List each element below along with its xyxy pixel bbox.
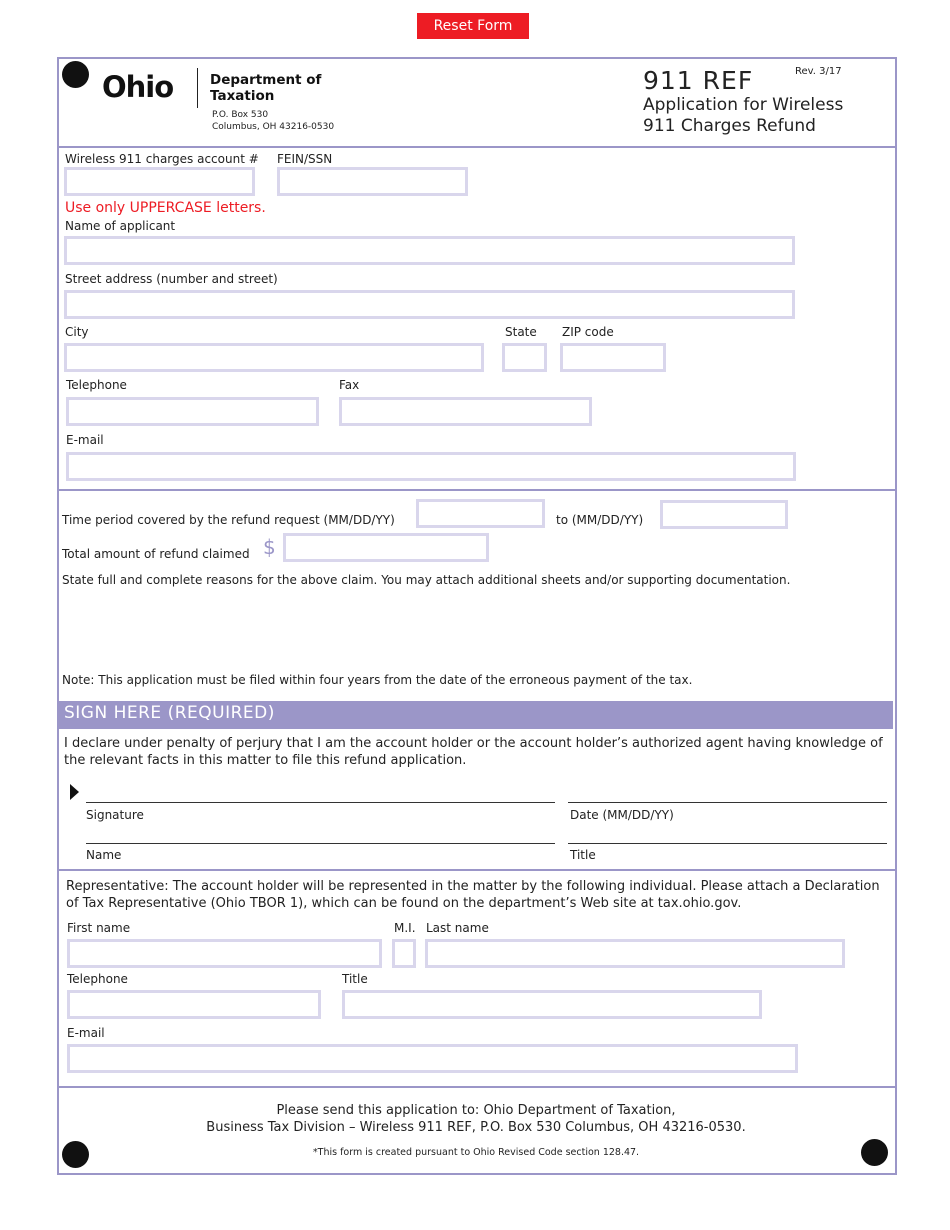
fax-label: Fax: [339, 378, 360, 392]
account-number-label: Wireless 911 charges account #: [65, 152, 259, 166]
printed-name-line[interactable]: [86, 843, 555, 844]
note-text: This application must be filed within four years from the date of the erroneous payment of the tax.: [94, 673, 693, 687]
sign-divider: [57, 869, 897, 871]
telephone-label: Telephone: [66, 378, 127, 392]
applicant-name-field[interactable]: [64, 236, 795, 265]
form-title-line-1: Application for Wireless: [643, 95, 844, 115]
fax-field[interactable]: [339, 397, 592, 426]
account-number-field[interactable]: [64, 167, 255, 196]
rep-telephone-label: Telephone: [67, 972, 128, 986]
ohio-logo: Ohio: [102, 70, 174, 104]
signer-title-line[interactable]: [568, 843, 887, 844]
reasons-textarea[interactable]: [62, 592, 892, 670]
rep-first-name-field[interactable]: [67, 939, 382, 968]
rep-mi-field[interactable]: [392, 939, 416, 968]
signature-line[interactable]: [86, 802, 555, 803]
zip-code-label: ZIP code: [562, 325, 614, 339]
city-field[interactable]: [64, 343, 484, 372]
refund-total-field[interactable]: [283, 533, 489, 562]
rep-telephone-field[interactable]: [67, 990, 321, 1019]
zip-code-field[interactable]: [560, 343, 666, 372]
form-title-line-2: 911 Charges Refund: [643, 116, 816, 136]
perjury-declaration: I declare under penalty of perjury that I am the account holder or the account holder’s authorized agent having knowledge of the relevant facts in this matter to file this refund application.: [64, 736, 883, 768]
representative-intro: [66, 878, 888, 912]
street-address-field[interactable]: [64, 290, 795, 319]
revision-date: Rev. 3/17: [795, 66, 842, 77]
address-line-1: P.O. Box 530: [212, 110, 269, 120]
refund-total-label: Total amount of refund claimed: [62, 547, 250, 561]
sign-here-title: SIGN HERE (REQUIRED): [64, 703, 275, 723]
logo-divider: [197, 68, 198, 108]
mailing-instructions-line-1: Please send this application to: Ohio Department of Taxation,: [276, 1103, 676, 1118]
street-address-label: Street address (number and street): [65, 272, 278, 286]
rep-last-name-field[interactable]: [425, 939, 845, 968]
rep-mi-label: M.I.: [394, 921, 416, 935]
signer-title-label: Title: [570, 848, 596, 862]
state-field[interactable]: [502, 343, 547, 372]
fein-ssn-label: FEIN/SSN: [277, 152, 333, 166]
telephone-field[interactable]: [66, 397, 319, 426]
city-label: City: [65, 325, 89, 339]
rep-first-name-label: First name: [67, 921, 131, 935]
registration-mark-top-left: [62, 61, 89, 88]
signature-label: Signature: [86, 808, 144, 822]
rep-last-name-label: Last name: [426, 921, 489, 935]
reasons-label: State full and complete reasons for the above claim. You may attach additional sheets and/or supporting documentation.: [62, 573, 791, 587]
rep-title-label: Title: [342, 972, 368, 986]
applicant-divider: [57, 489, 897, 491]
department-line-2: Taxation: [210, 88, 275, 104]
legal-footnote: *This form is created pursuant to Ohio Revised Code section 128.47.: [312, 1147, 640, 1158]
department-line-1: Department of: [210, 72, 322, 88]
form-title: [643, 95, 843, 137]
note-prefix: Note:: [62, 673, 95, 687]
header-divider: [57, 146, 897, 148]
rep-title-field[interactable]: [342, 990, 762, 1019]
fein-ssn-field[interactable]: [277, 167, 468, 196]
rep-email-field[interactable]: [67, 1044, 798, 1073]
printed-name-label: Name: [86, 848, 122, 862]
period-end-label: to (MM/DD/YY): [556, 513, 644, 527]
reset-form-button[interactable]: Reset Form: [417, 13, 529, 39]
period-start-field[interactable]: [416, 499, 545, 528]
sign-date-label: Date (MM/DD/YY): [570, 808, 674, 822]
applicant-name-label: Name of applicant: [65, 219, 176, 233]
representative-prefix: Representative:: [66, 879, 169, 894]
time-period-label: Time period covered by the refund request (MM/DD/YY): [62, 513, 395, 527]
mailing-instructions-line-2: Business Tax Division – Wireless 911 REF, P.O. Box 530 Columbus, OH 43216-0530.: [206, 1120, 746, 1135]
representative-text: The account holder will be represented in the matter by the following individual. Please attach a Declaration of Tax Representative (Ohio TBOR 1), which can be found on the department’s Web site at tax.ohio.gov.: [66, 879, 880, 911]
filing-note: [62, 673, 692, 687]
form-number: 911 REF: [643, 66, 754, 95]
department-address: [212, 110, 334, 133]
period-end-field[interactable]: [660, 500, 788, 529]
sign-arrow-icon: [70, 784, 79, 800]
uppercase-warning: Use only UPPERCASE letters.: [65, 200, 266, 216]
representative-divider: [57, 1086, 897, 1088]
address-line-2: Columbus, OH 43216-0530: [212, 121, 335, 132]
state-label: State: [505, 325, 537, 339]
dollar-sign: $: [263, 535, 276, 559]
sign-date-line[interactable]: [568, 802, 887, 803]
rep-email-label: E-mail: [67, 1026, 105, 1040]
email-field[interactable]: [66, 452, 796, 481]
department-name: [210, 72, 321, 104]
email-label: E-mail: [66, 433, 104, 447]
